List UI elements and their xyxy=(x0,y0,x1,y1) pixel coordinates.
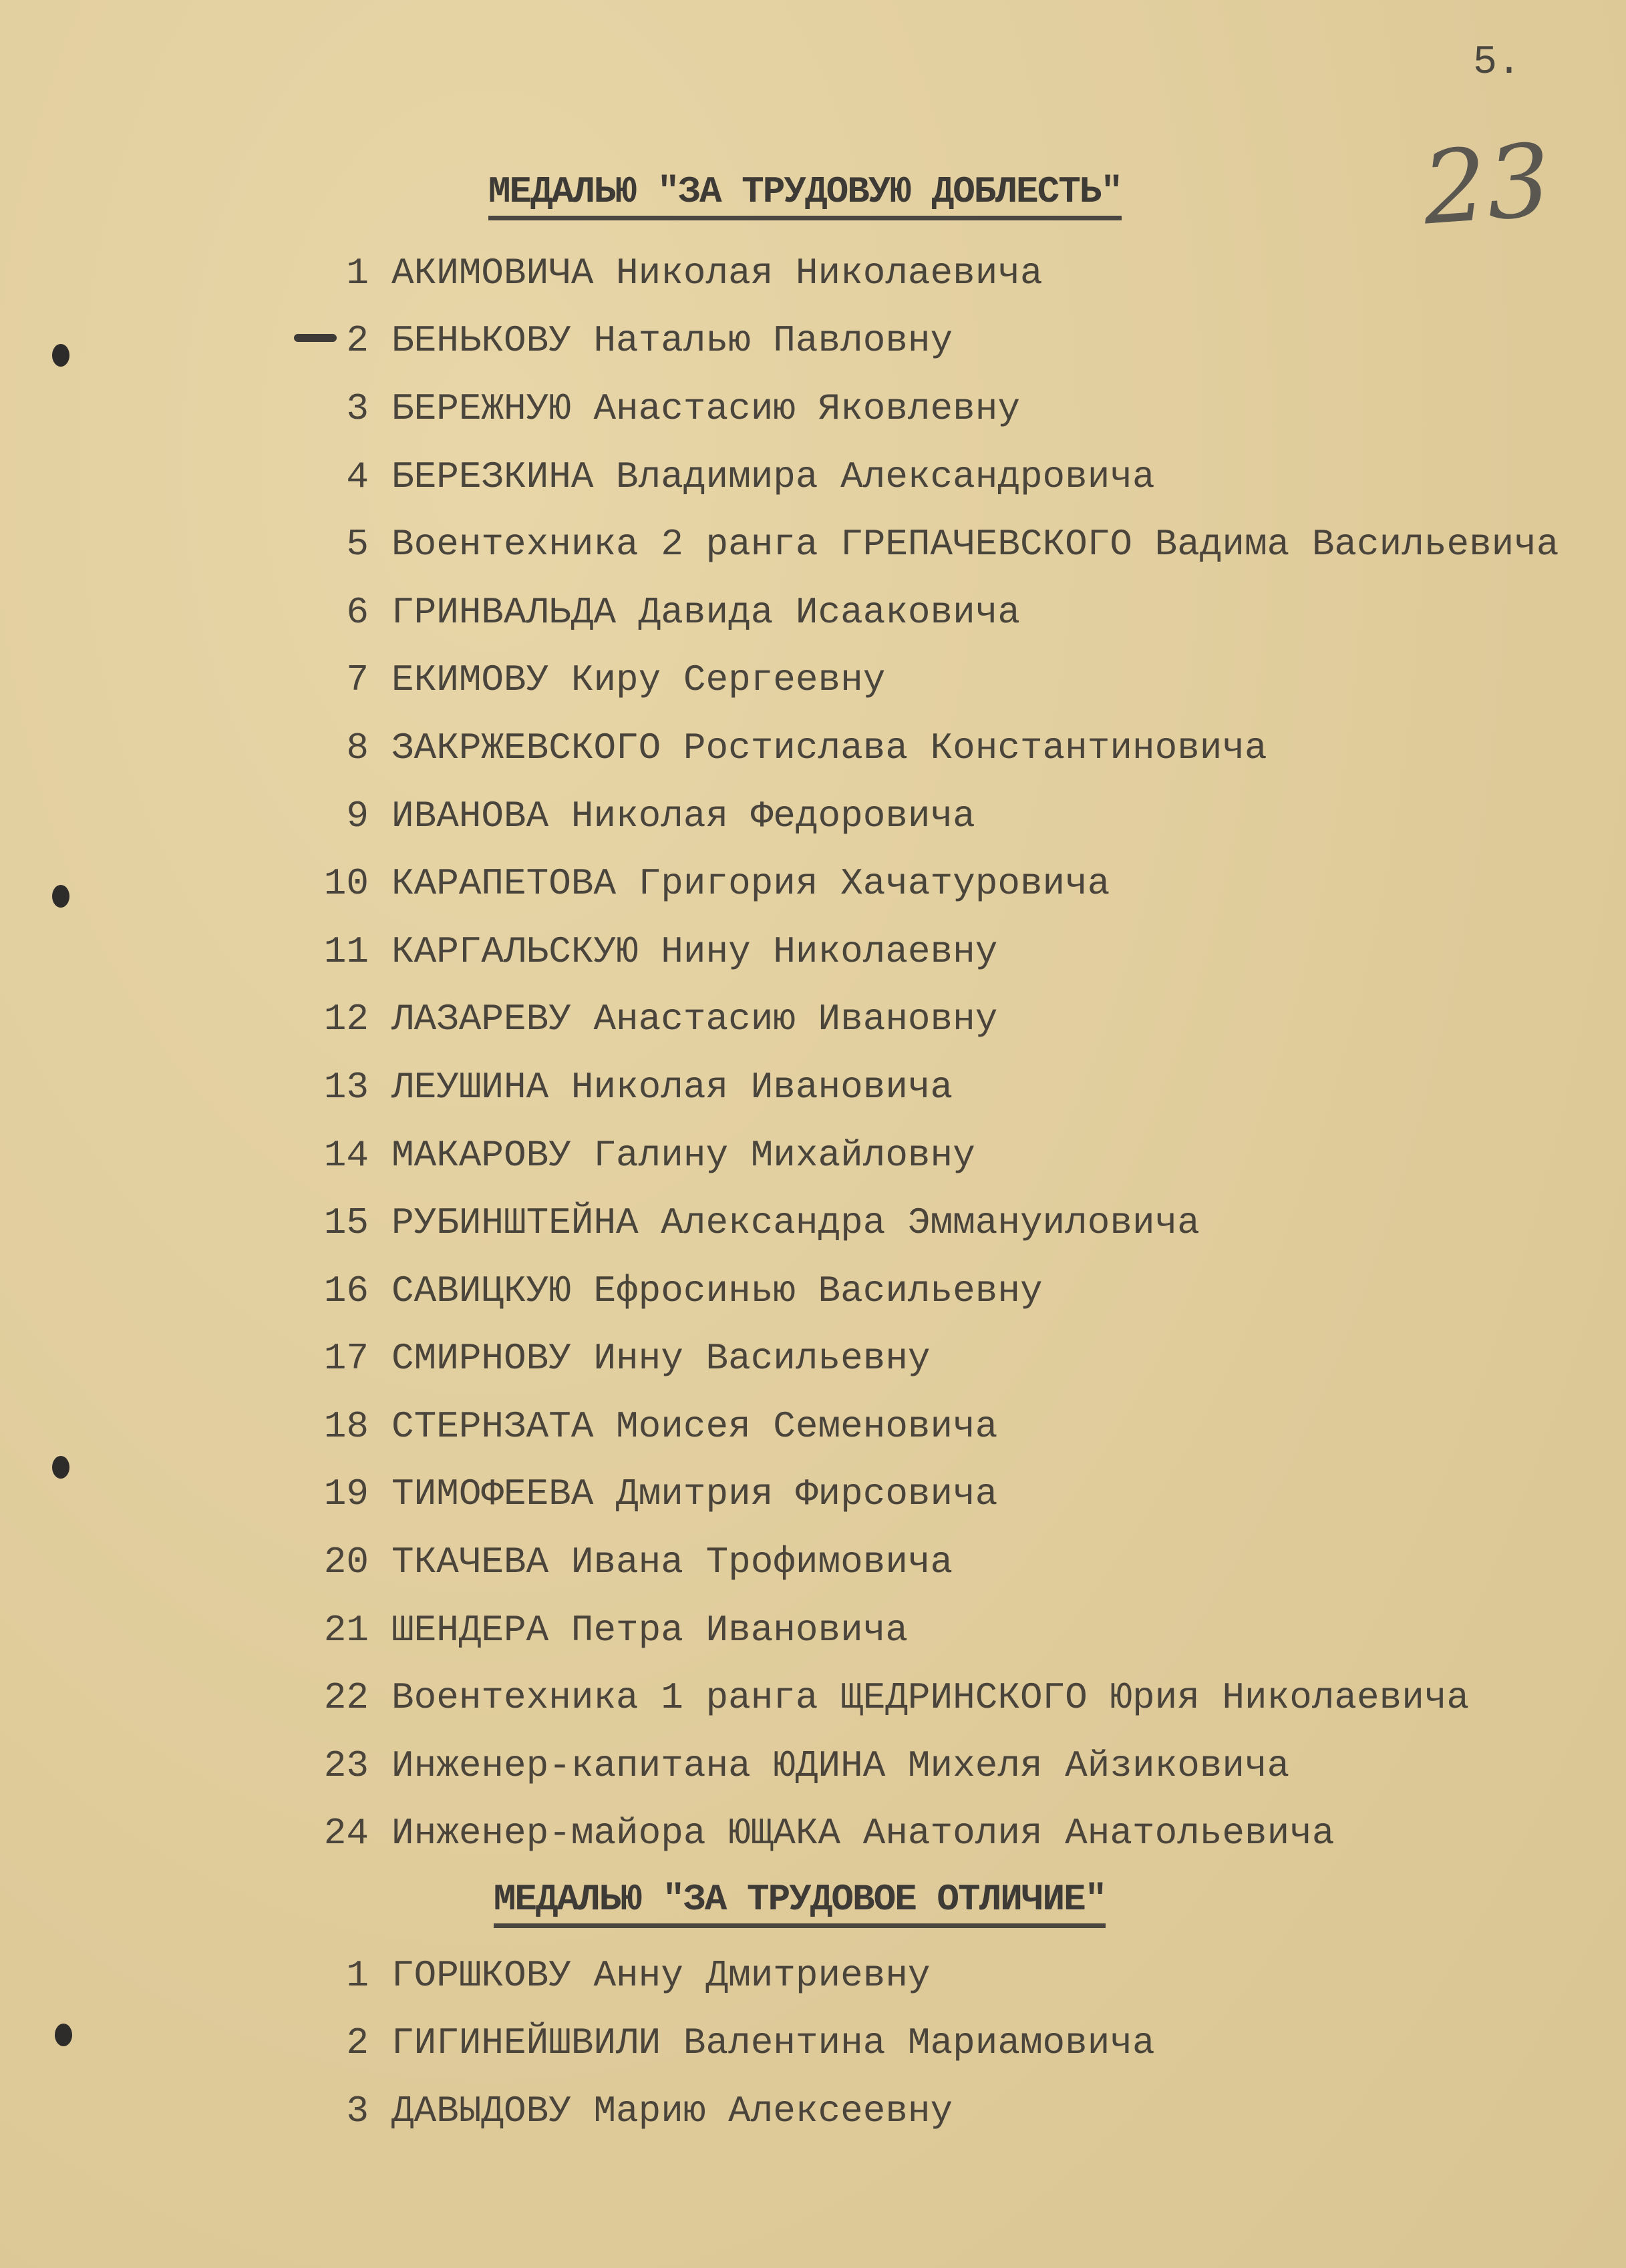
item-name: ЕКИМОВУ Киру Сергеевну xyxy=(391,658,886,702)
item-name: БЕРЕЖНУЮ Анастасию Яковлевну xyxy=(391,387,1020,430)
item-name: ГОРШКОВУ Анну Дмитриевну xyxy=(391,1953,931,1997)
item-number: 21 xyxy=(323,1608,369,1652)
item-name: ИВАНОВА Николая Федоровича xyxy=(391,794,975,837)
item-number: 10 xyxy=(323,862,369,906)
section-title-text: МЕДАЛЬЮ "ЗА ТРУДОВУЮ ДОБЛЕСТЬ" xyxy=(488,170,1122,220)
item-number: 12 xyxy=(323,998,369,1041)
item-name: ТКАЧЕВА Ивана Трофимовича xyxy=(391,1541,953,1584)
list-item xyxy=(294,1596,1559,1664)
handwritten-folio-number: 23 xyxy=(1419,122,1555,248)
list-item xyxy=(294,646,1559,715)
item-number: 1 xyxy=(346,251,369,295)
list-item xyxy=(294,1800,1559,1868)
item-number: 1 xyxy=(346,1953,369,1997)
item-name: БЕРЕЗКИНА Владимира Александровича xyxy=(391,455,1155,498)
item-number: 18 xyxy=(323,1404,369,1448)
list-item xyxy=(294,849,1559,918)
section-title-text: МЕДАЛЬЮ "ЗА ТРУДОВОЕ ОТЛИЧИЕ" xyxy=(494,1878,1106,1928)
item-name: АКИМОВИЧА Николая Николаевича xyxy=(391,251,1043,295)
list-item xyxy=(294,2077,1155,2145)
list-item xyxy=(294,782,1559,850)
item-number: 19 xyxy=(323,1473,369,1516)
item-number: 13 xyxy=(323,1065,369,1109)
item-name: ЛАЗАРЕВУ Анастасию Ивановну xyxy=(391,998,998,1041)
list-item xyxy=(294,1461,1559,1529)
item-name: СТЕРНЗАТА Моисея Семеновича xyxy=(391,1404,998,1448)
list-item xyxy=(294,1392,1559,1461)
item-number: 17 xyxy=(323,1337,369,1380)
list-item xyxy=(294,1664,1559,1732)
item-name: РУБИНШТЕЙНА Александра Эммануиловича xyxy=(391,1201,1200,1245)
item-number: 22 xyxy=(323,1676,369,1720)
item-number: 24 xyxy=(323,1812,369,1855)
list-item xyxy=(294,1941,1155,2010)
item-number: 23 xyxy=(323,1744,369,1787)
item-name: ГИГИНЕЙШВИЛИ Валентина Мариамовича xyxy=(391,2022,1155,2065)
item-name: ШЕНДЕРА Петра Ивановича xyxy=(391,1608,908,1652)
list-item xyxy=(294,1257,1559,1325)
item-number: 2 xyxy=(346,2022,369,2065)
item-number: 3 xyxy=(346,387,369,430)
item-name: ГРИНВАЛЬДА Давида Исааковича xyxy=(391,590,1020,634)
list-item xyxy=(294,510,1559,578)
list-item xyxy=(294,918,1559,986)
list-item xyxy=(294,375,1559,443)
list-item xyxy=(294,1528,1559,1596)
item-number: 16 xyxy=(323,1269,369,1312)
item-number: 8 xyxy=(346,726,369,769)
page-number: 5. xyxy=(1473,40,1522,85)
item-name: Инженер-майора ЮЩАКА Анатолия Анатольевича xyxy=(391,1812,1335,1855)
punch-hole xyxy=(55,2024,72,2046)
item-number: 11 xyxy=(323,930,369,973)
item-number: 4 xyxy=(346,455,369,498)
list-item xyxy=(294,1732,1559,1800)
item-number: 7 xyxy=(346,658,369,702)
item-number: 15 xyxy=(323,1201,369,1245)
list-item xyxy=(294,986,1559,1054)
item-name: Воентехника 1 ранга ЩЕДРИНСКОГО Юрия Николаевича xyxy=(391,1676,1470,1720)
list-item xyxy=(294,1325,1559,1393)
item-name: СМИРНОВУ Инну Васильевну xyxy=(391,1337,931,1380)
item-name: КАРГАЛЬСКУЮ Нину Николаевну xyxy=(391,930,998,973)
item-name: ЗАКРЖЕВСКОГО Ростислава Константиновича xyxy=(391,726,1267,769)
punch-hole xyxy=(52,344,69,367)
section-title-labor-distinction xyxy=(0,1878,1613,1921)
item-number: 6 xyxy=(346,590,369,634)
list-item xyxy=(294,443,1559,511)
list-item xyxy=(294,2010,1155,2078)
item-number: 2 xyxy=(346,319,369,363)
item-name: ЛЕУШИНА Николая Ивановича xyxy=(391,1065,953,1109)
punch-hole xyxy=(52,885,69,908)
item-number: 9 xyxy=(346,794,369,837)
section-title-labor-valor xyxy=(0,170,1618,213)
award-list-labor-distinction xyxy=(294,1941,1155,2145)
item-name: ТИМОФЕЕВА Дмитрия Фирсовича xyxy=(391,1473,998,1516)
item-name: САВИЦКУЮ Ефросинью Васильевну xyxy=(391,1269,1043,1312)
item-number: 3 xyxy=(346,2089,369,2132)
item-name: ДАВЫДОВУ Марию Алексеевну xyxy=(391,2089,953,2132)
list-item xyxy=(294,714,1559,782)
list-item xyxy=(294,239,1559,307)
award-list-labor-valor xyxy=(294,239,1559,1867)
list-item xyxy=(294,1189,1559,1257)
item-number: 14 xyxy=(323,1133,369,1177)
item-number: 20 xyxy=(323,1541,369,1584)
item-number: 5 xyxy=(346,523,369,566)
item-name: Воентехника 2 ранга ГРЕПАЧЕВСКОГО Вадима Васильевича xyxy=(391,523,1559,566)
list-item xyxy=(294,307,1559,375)
item-name: КАРАПЕТОВА Григория Хачатуровича xyxy=(391,862,1110,906)
item-name: БЕНЬКОВУ Наталью Павловну xyxy=(391,319,953,363)
list-item xyxy=(294,578,1559,646)
item-name: МАКАРОВУ Галину Михайловну xyxy=(391,1133,975,1177)
list-item xyxy=(294,1121,1559,1189)
punch-hole xyxy=(52,1456,69,1479)
list-item xyxy=(294,1053,1559,1121)
item-name: Инженер-капитана ЮДИНА Михеля Айзиковича xyxy=(391,1744,1290,1787)
